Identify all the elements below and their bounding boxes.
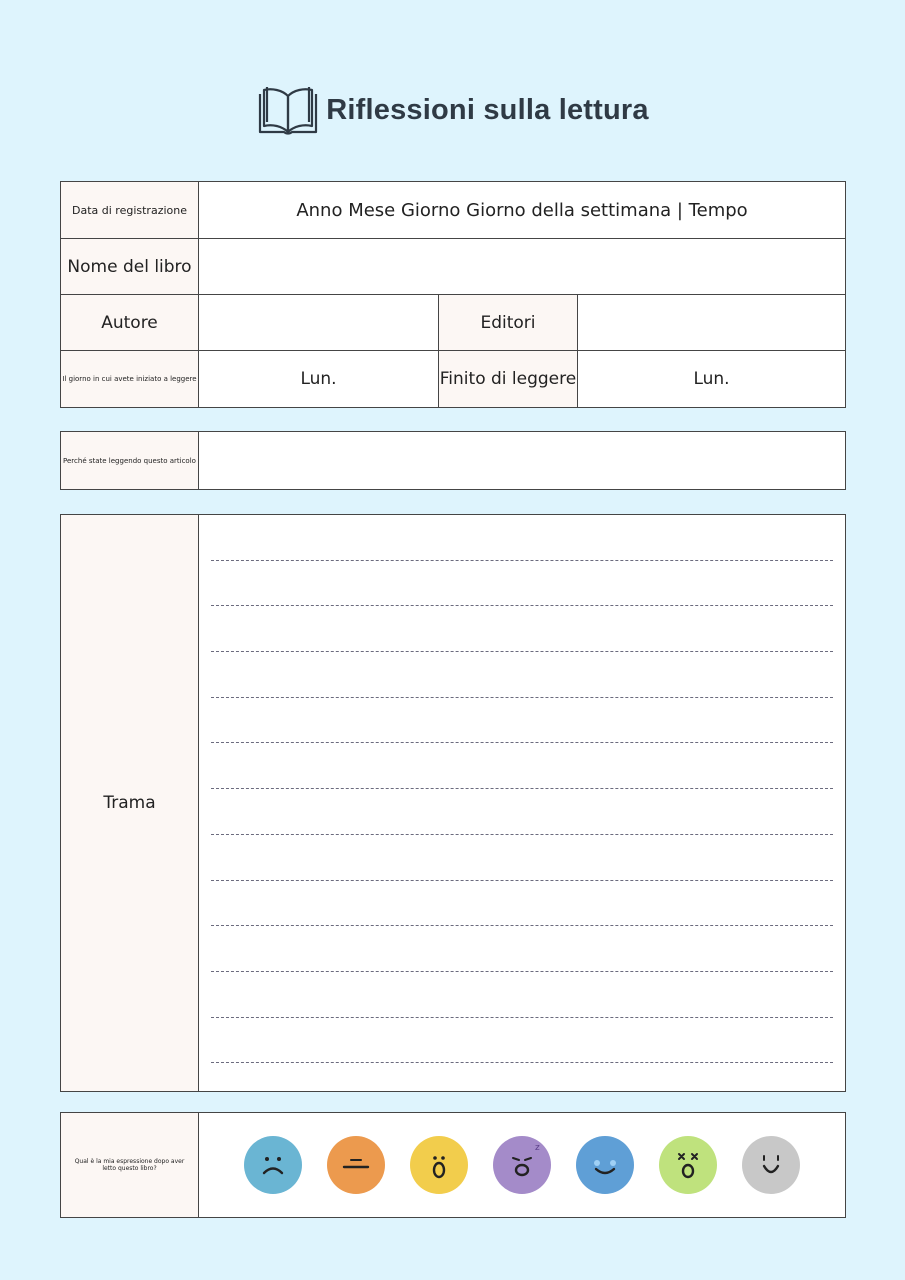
plot-writing-line (211, 698, 833, 744)
reason-field[interactable] (199, 432, 846, 490)
face-options (199, 1113, 845, 1217)
plot-writing-line (211, 881, 833, 927)
book-info-table (60, 181, 846, 408)
finish-date-field[interactable]: Lun. (578, 351, 846, 408)
start-date-field[interactable]: Lun. (199, 351, 439, 408)
plot-label: Trama (61, 515, 199, 1092)
plot-writing-line (211, 1018, 833, 1064)
plot-writing-line (211, 606, 833, 652)
date-label: Data di registrazione (61, 182, 199, 239)
plot-writing-line (211, 515, 833, 561)
svg-text:z: z (535, 1143, 540, 1153)
plot-writing-line (211, 789, 833, 835)
plot-writing-line (211, 561, 833, 607)
author-field[interactable] (199, 295, 439, 351)
publisher-field[interactable] (578, 295, 846, 351)
page-title: Riflessioni sulla lettura (326, 93, 649, 126)
plot-field[interactable] (199, 515, 846, 1092)
dizzy-face-icon[interactable] (659, 1136, 717, 1194)
reason-table (60, 431, 846, 490)
date-field[interactable]: Anno Mese Giorno Giorno della settimana | Tempo (199, 182, 846, 239)
sad-face-icon[interactable] (244, 1136, 302, 1194)
book-name-label: Nome del libro (61, 239, 199, 295)
plot-writing-line (211, 926, 833, 972)
neutral-face-icon[interactable] (327, 1136, 385, 1194)
happy-face-icon[interactable] (576, 1136, 634, 1194)
smile-face-icon[interactable] (742, 1136, 800, 1194)
plot-writing-line (211, 652, 833, 698)
plot-writing-line (211, 972, 833, 1018)
open-book-icon (256, 82, 320, 138)
author-label: Autore (61, 295, 199, 351)
page-header (0, 80, 905, 140)
plot-writing-line (211, 743, 833, 789)
reason-label: Perché state leggendo questo articolo (61, 432, 199, 490)
plot-table (60, 514, 846, 1092)
surprised-face-icon[interactable] (410, 1136, 468, 1194)
finish-date-label: Finito di leggere (439, 351, 578, 408)
sleepy-face-icon[interactable] (493, 1136, 551, 1194)
publisher-label: Editori (439, 295, 578, 351)
impression-table (60, 1112, 846, 1218)
impression-label: Qual è la mia espressione dopo aver letto questo libro? (61, 1113, 199, 1218)
plot-lines (199, 515, 845, 1063)
book-name-field[interactable] (199, 239, 846, 295)
start-date-label: Il giorno in cui avete iniziato a leggere (61, 351, 199, 408)
impression-field (199, 1113, 846, 1218)
plot-writing-line (211, 835, 833, 881)
